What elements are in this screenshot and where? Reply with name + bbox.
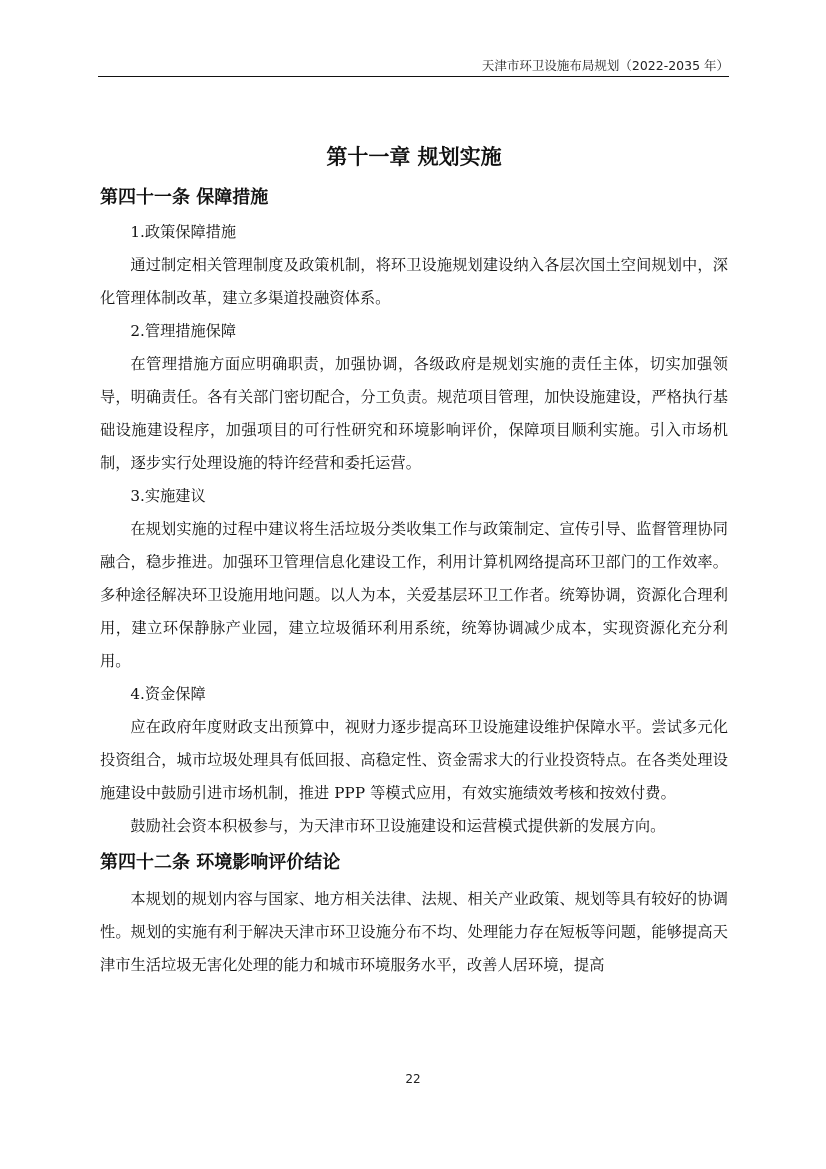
page-body (100, 142, 728, 982)
paragraph: 鼓励社会资本积极参与，为天津市环卫设施建设和运营模式提供新的发展方向。 (130, 817, 666, 835)
running-header: 天津市环卫设施布局规划（2022-2035 年） (481, 58, 729, 73)
chapter-title: 第十一章 规划实施 (326, 145, 502, 169)
paragraph: 在管理措施方面应明确职责，加强协调，各级政府是规划实施的责任主体，切实加强领导，明确责任。各有关部门密切配合，分工负责。规范项目管理，加快设施建设，严格执行基础设施建设程序，加强项目的可行性研究和环境影响评价，保障项目顺利实施。引入市场机制，逐步实行处理设施的特许经营和委托运营。 (100, 355, 728, 472)
article-title: 第四十二条 环境影响评价结论 (100, 852, 341, 873)
header-divider (98, 76, 729, 77)
subsection-heading: 2.管理措施保障 (130, 322, 237, 340)
article-42 (100, 849, 728, 982)
subsection-heading: 4.资金保障 (130, 685, 206, 703)
paragraph: 通过制定相关管理制度及政策机制，将环卫设施规划建设纳入各层次国土空间规划中，深化管理体制改革，建立多渠道投融资体系。 (100, 256, 728, 307)
paragraph: 在规划实施的过程中建议将生活垃圾分类收集工作与政策制定、宣传引导、监督管理协同融合，稳步推进。加强环卫管理信息化建设工作，利用计算机网络提高环卫部门的工作效率。多种途径解决环卫设施用地问题。以人为本，关爱基层环卫工作者。统筹协调，资源化合理利用，建立环保静脉产业园，建立垃圾循环利用系统，统筹协调减少成本，实现资源化充分利用。 (100, 520, 728, 670)
paragraph: 本规划的规划内容与国家、地方相关法律、法规、相关产业政策、规划等具有较好的协调性。规划的实施有利于解决天津市环卫设施分布不均、处理能力存在短板等问题，能够提高天津市生活垃圾无害化处理的能力和城市环境服务水平，改善人居环境，提高 (100, 890, 728, 974)
page-number: 22 (405, 1072, 421, 1086)
article-title: 第四十一条 保障措施 (100, 187, 269, 208)
subsection-heading: 3.实施建议 (130, 487, 206, 505)
article-41 (100, 184, 728, 843)
paragraph: 应在政府年度财政支出预算中，视财力逐步提高环卫设施建设维护保障水平。尝试多元化投资组合，城市垃圾处理具有低回报、高稳定性、资金需求大的行业投资特点。在各类处理设施建设中鼓励引进市场机制，推进 PPP 等模式应用，有效实施绩效考核和按效付费。 (100, 718, 728, 802)
subsection-heading: 1.政策保障措施 (130, 223, 237, 241)
